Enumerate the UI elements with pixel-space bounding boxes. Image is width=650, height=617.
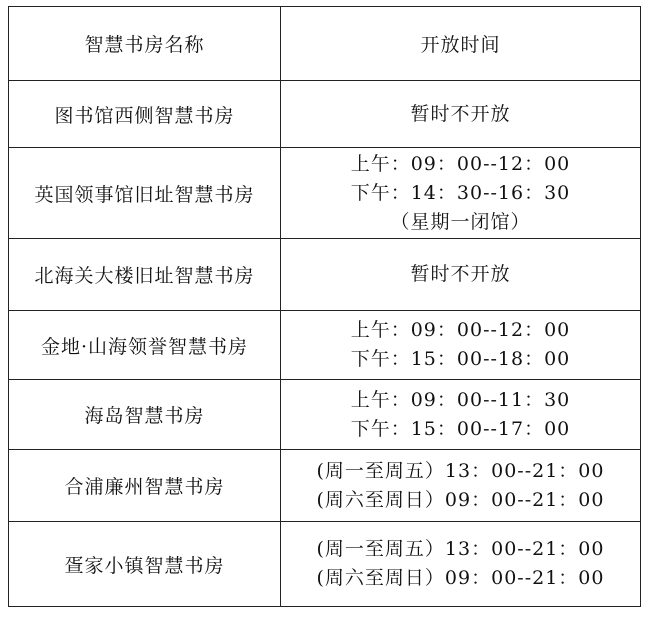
hours-cell [281, 239, 641, 311]
hours-cell [281, 311, 641, 380]
hours-line: （星期一闭馆） [390, 210, 531, 233]
header-hours: 开放时间 [420, 34, 501, 56]
room-name: 疍家小镇智慧书房 [64, 554, 225, 577]
hours-line: 上午：09：00--11：30 [350, 388, 571, 411]
room-name: 合浦廉州智慧书房 [64, 476, 225, 498]
room-name-cell [9, 450, 281, 522]
hours-line: (周一至周五）13：00--21：00 [316, 459, 605, 482]
table-row [9, 81, 641, 148]
header-name: 智慧书房名称 [84, 34, 205, 56]
hours-cell [281, 148, 641, 239]
room-name-cell [9, 239, 281, 311]
room-name: 英国领事馆旧址智慧书房 [34, 183, 255, 206]
table-row [9, 239, 641, 311]
hours-line: (周六至周日）09：00--21：00 [316, 567, 605, 589]
room-name-cell [9, 380, 281, 450]
header-row [9, 7, 641, 81]
hours-line: 暂时不开放 [410, 102, 511, 125]
hours-line: 暂时不开放 [410, 263, 511, 285]
room-name-cell [9, 311, 281, 380]
table-row [9, 148, 641, 239]
hours-line: (周一至周五）13：00--21：00 [316, 538, 605, 560]
room-name: 图书馆西侧智慧书房 [54, 104, 235, 127]
library-hours-table [8, 6, 641, 607]
room-name-cell [9, 148, 281, 239]
hours-line: 下午：14：30--16：30 [350, 181, 571, 204]
room-name-cell [9, 81, 281, 148]
room-name: 海岛智慧书房 [84, 405, 205, 427]
hours-line: 下午：15：00--18：00 [350, 348, 571, 370]
hours-cell [281, 522, 641, 607]
table-row [9, 311, 641, 380]
hours-cell [281, 380, 641, 450]
table-row [9, 522, 641, 607]
room-name-cell [9, 522, 281, 607]
hours-line: 上午：09：00--12：00 [350, 152, 571, 175]
hours-line: (周六至周日）09：00--21：00 [316, 488, 605, 511]
room-name: 北海关大楼旧址智慧书房 [34, 265, 255, 287]
hours-line: 上午：09：00--12：00 [350, 319, 571, 341]
hours-cell [281, 450, 641, 522]
room-name: 金地·山海领誉智慧书房 [40, 335, 249, 358]
table-row [9, 380, 641, 450]
hours-line: 下午：15：00--17：00 [350, 417, 571, 440]
header-hours-cell [281, 7, 641, 81]
header-name-cell [9, 7, 281, 81]
table-row [9, 450, 641, 522]
hours-cell [281, 81, 641, 148]
